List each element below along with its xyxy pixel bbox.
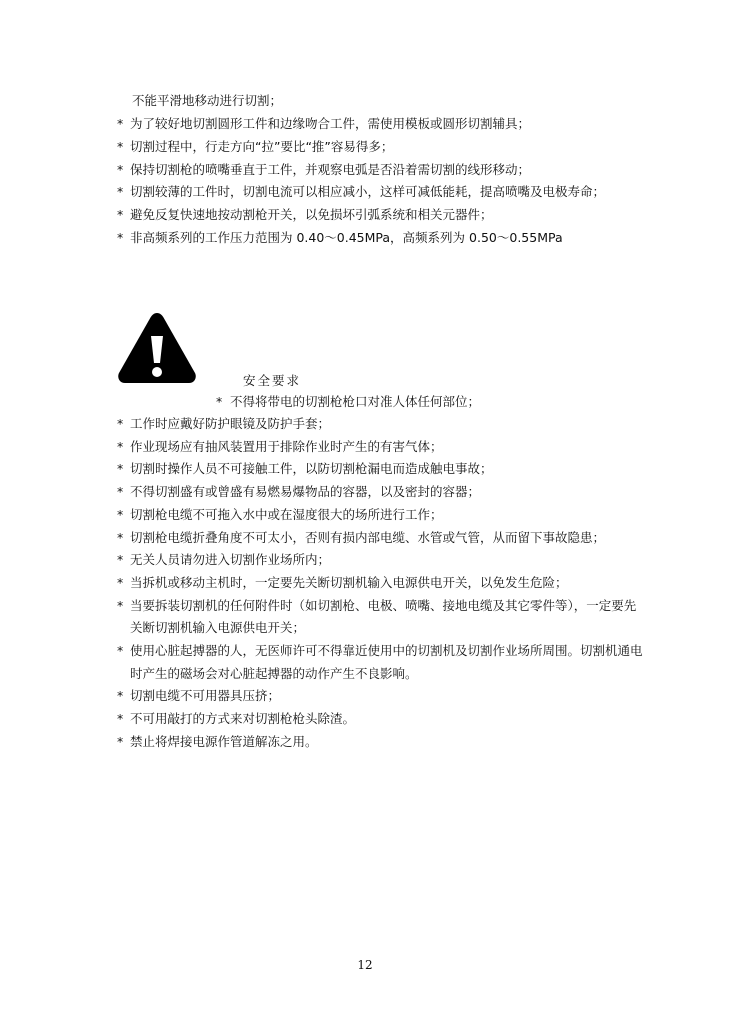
continuation-line: 不能平滑地移动进行切割； xyxy=(132,93,283,108)
list-item-continuation: 关断切割机输入电源供电开关； xyxy=(130,620,306,636)
bullet-marker: * xyxy=(216,394,223,409)
bullet-marker: * xyxy=(117,484,124,500)
list-item: 不得切割盛有或曾盛有易燃易爆物品的容器，以及密封的容器； xyxy=(130,484,481,500)
bullet-marker: * xyxy=(117,643,124,658)
list-item: 使用心脏起搏器的人，无医师许可不得靠近使用中的切割机及切割作业场所周围。切割机通电 xyxy=(130,643,643,658)
list-item: 为了较好地切割圆形工件和边缘吻合工件，需使用模板或圆形切割辅具； xyxy=(130,116,531,131)
list-item: 当拆机或移动主机时，一定要先关断切割机输入电源供电开关，以免发生危险； xyxy=(130,574,568,590)
bullet-marker: * xyxy=(117,733,124,749)
list-item: 禁止将焊接电源作管道解冻之用。 xyxy=(130,733,318,749)
list-item: 切割过程中，行走方向“拉”要比“推”容易得多； xyxy=(130,138,394,154)
bullet-marker: * xyxy=(117,230,124,245)
bullet-marker: * xyxy=(117,552,124,568)
list-item: 切割较薄的工件时，切割电流可以相应减小，这样可减低能耗，提高喷嘴及电极寿命； xyxy=(130,184,606,200)
list-item: 切割时操作人员不可接触工件，以防切割枪漏电而造成触电事故； xyxy=(130,461,493,477)
list-item: 保持切割枪的喷嘴垂直于工件，并观察电弧是否沿着需切割的线形移动； xyxy=(130,161,531,177)
list-item-continuation: 时产生的磁场会对心脏起搏器的动作产生不良影响。 xyxy=(130,665,418,681)
bullet-marker: * xyxy=(117,138,124,154)
page-number: 12 xyxy=(357,958,373,972)
bullet-marker: * xyxy=(117,438,124,454)
list-item: 当要拆装切割机的任何附件时（如切割枪、电极、喷嘴、接地电缆及其它零件等），一定要先 xyxy=(130,597,637,613)
list-item: 不可用敲打的方式来对切割枪枪头除渣。 xyxy=(130,711,356,727)
bullet-marker: * xyxy=(117,574,124,590)
bullet-marker: * xyxy=(117,184,124,200)
list-item: 切割枪电缆不可拖入水中或在湿度很大的场所进行工作； xyxy=(130,506,443,522)
list-item: 工作时应戴好防护眼镜及防护手套； xyxy=(130,416,331,431)
warning-triangle-icon xyxy=(115,310,199,386)
bullet-marker: * xyxy=(117,461,124,477)
bullet-marker: * xyxy=(117,116,124,131)
bullet-marker: * xyxy=(117,597,124,613)
bullet-marker: * xyxy=(117,711,124,727)
safety-first-item: 不得将带电的切割枪枪口对准人体任何部位； xyxy=(230,394,481,409)
bullet-marker: * xyxy=(117,416,124,431)
list-item: 无关人员请勿进入切割作业场所内； xyxy=(130,552,331,568)
list-item: 切割枪电缆折叠角度不可太小，否则有损内部电缆、水管或气管，从而留下事故隐患； xyxy=(130,529,606,545)
list-item: 切割电缆不可用器具压挤； xyxy=(130,688,281,704)
list-item: 作业现场应有抽风装置用于排除作业时产生的有害气体； xyxy=(130,438,443,454)
bullet-marker: * xyxy=(117,207,124,223)
safety-heading: 安全要求 xyxy=(243,373,302,388)
bullet-marker: * xyxy=(117,506,124,522)
list-item: 非高频系列的工作压力范围为 0.40～0.45MPa，高频系列为 0.50～0.55MPa xyxy=(130,230,563,245)
bullet-marker: * xyxy=(117,161,124,177)
bullet-marker: * xyxy=(117,688,124,704)
list-item: 避免反复快速地按动割枪开关，以免损坏引弧系统和相关元器件； xyxy=(130,207,493,223)
bullet-marker: * xyxy=(117,529,124,545)
